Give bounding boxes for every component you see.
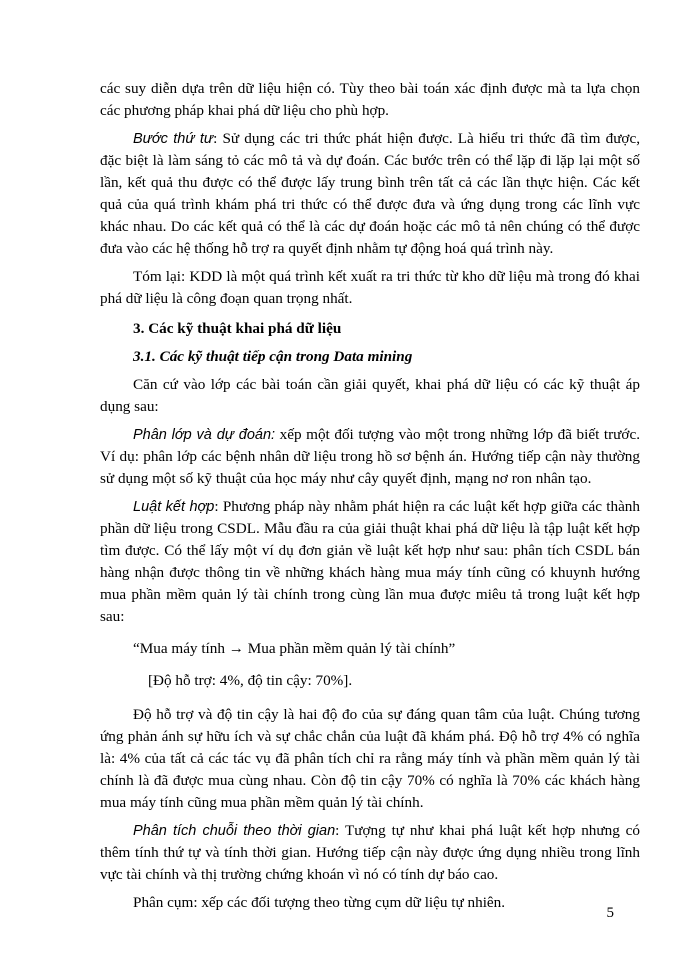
paragraph-intro: các suy diễn dựa trên dữ liệu hiện có. Tùy theo bài toán xác định được mà ta lựa chọn các phương pháp khai phá dữ liệu cho phù hợp. — [100, 80, 640, 119]
paragraph-time-series — [100, 820, 640, 886]
rule-support-confidence: [Độ hỗ trợ: 4%, độ tin cậy: 70%]. — [148, 672, 353, 689]
paragraph-techniques-intro: Căn cứ vào lớp các bài toán cần giải quyết, khai phá dữ liệu có các kỹ thuật áp dụng sau: — [100, 376, 640, 415]
paragraph-step-four — [100, 128, 640, 260]
paragraph-support-explanation: Độ hỗ trợ và độ tin cậy là hai độ đo của sự đáng quan tâm của luật. Chúng tương ứng phản ánh sự hữu ích và sự chắc chắn của luật đã khám phá. Độ hỗ trợ 4% có nghĩa là: 4% của tất cả các tác vụ đã phân tích chỉ ra rằng máy tính và phần mềm quản lý tài chính là đã được mua cùng nhau. Còn độ tin cậy 70% có nghĩa là 70% các khách hàng mua máy tính cũng mua phần mềm quản lý tài chính. — [100, 706, 640, 811]
paragraph-classification — [100, 424, 640, 490]
paragraph-clustering: Phân cụm: xếp các đối tượng theo từng cụm dữ liệu tự nhiên. — [133, 894, 506, 911]
text-association-rules: : Phương pháp này nhằm phát hiện ra các luật kết hợp giữa các thành phần dữ liệu trong CSDL. Mẫu đầu ra của giải thuật khai phá dữ liệu là tập luật kết hợp tìm được. Có thể lấy một ví dụ đơn giản về luật kết hợp như sau: phân tích CSDL bán hàng nhận được thông tin về những khách hàng mua máy tính cũng có khuynh hướng mua phần mềm quản lý tài chính trong cùng lần mua được miêu tả trong luật kết hợp sau: — [100, 498, 640, 625]
page-number: 5 — [606, 905, 614, 921]
paragraph-association-rules — [100, 496, 640, 628]
section-heading: 3. Các kỹ thuật khai phá dữ liệu — [133, 320, 342, 337]
text-time-series: : Tượng tự như khai phá luật kết hợp nhưng có thêm tính thứ tự và tính thời gian. Hướng tiếp cận này được ứng dụng nhiều trong lĩnh vực tài chính và thị trường chứng khoán vì nó có tính dự báo cao. — [100, 822, 641, 883]
text-classification: xếp một đối tượng vào một trong những lớp đã biết trước. Ví dụ: phân lớp các bệnh nhân dữ liệu trong hồ sơ bệnh án. Hướng tiếp cận này thường sử dụng một số kỹ thuật của học máy như cây quyết định, mạng nơ ron nhân tạo. — [100, 426, 640, 487]
term-classification: Phân lớp và dự đoán: — [133, 427, 276, 443]
term-association-rules: Luật kết hợp — [133, 499, 215, 515]
term-step-four: Bước thứ tư — [133, 131, 214, 147]
rule-example: “Mua máy tính → Mua phần mềm quản lý tài chính” — [133, 640, 456, 657]
paragraph-summary: Tóm lại: KDD là một quá trình kết xuất ra tri thức từ kho dữ liệu mà trong đó khai phá dữ liệu là công đoạn quan trọng nhất. — [100, 268, 640, 307]
term-time-series: Phân tích chuỗi theo thời gian — [133, 823, 336, 839]
subsection-heading: 3.1. Các kỹ thuật tiếp cận trong Data mining — [133, 348, 413, 365]
document-page — [100, 78, 640, 920]
text-step-four: : Sử dụng các tri thức phát hiện được. Là hiểu tri thức đã tìm được, đặc biệt là làm sáng tỏ các mô tả và dự đoán. Các bước trên có thể lặp đi lặp lại một số lần, kết quả thu được có thể được lấy trung bình trên tất cả các lần thực hiện. Các kết quả của quá trình khám phá tri thức có thể được đưa và ứng dụng trong các lĩnh vực khác nhau. Do các kết quả có thể là các dự đoán hoặc các mô tả nên chúng có thể được đưa vào các hệ thống hỗ trợ ra quyết định nhằm tự động hoá quá trình này. — [100, 130, 640, 257]
